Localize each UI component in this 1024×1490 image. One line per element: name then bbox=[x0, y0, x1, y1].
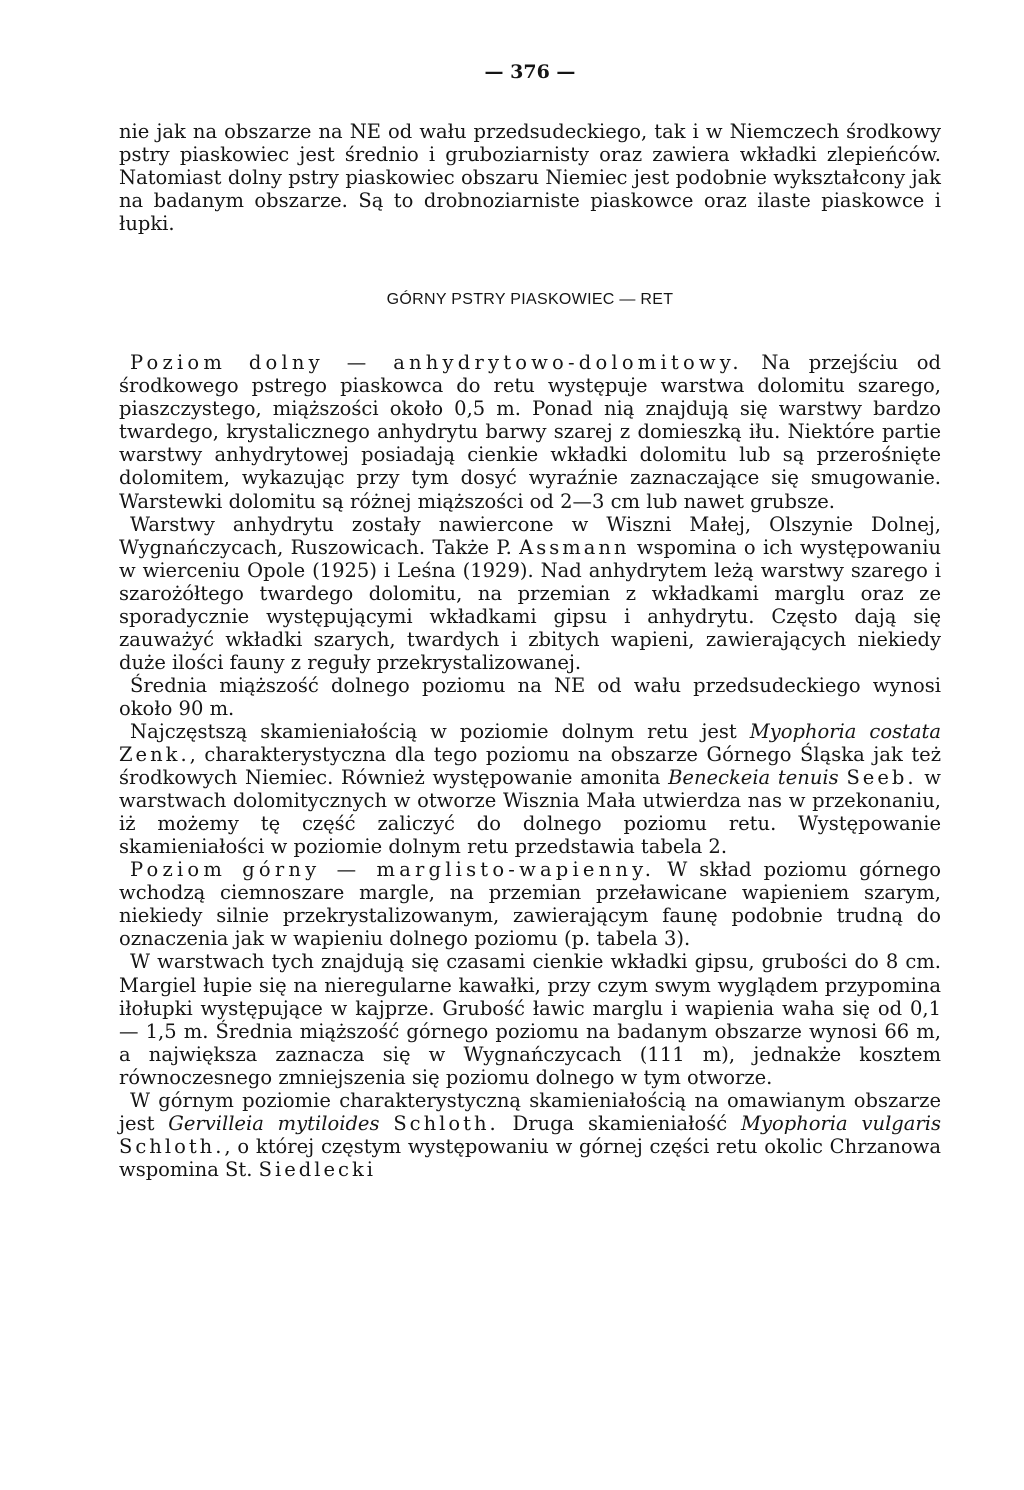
author-name: Schloth. bbox=[119, 1134, 225, 1158]
species-name: Myophoria costata bbox=[749, 719, 941, 743]
paragraph-text: Warstwy anhydrytu zostały nawiercone w Wiszni Małej, Olszynie Dolnej, Wygnańczycach, Ruszowicach. Także P. bbox=[119, 512, 941, 559]
species-name: Myophoria vulgaris bbox=[740, 1111, 941, 1135]
paragraph-text: W skład poziomu górnego wchodzą ciemnoszare margle, na przemian przeławicane wapieniem szarym, niekiedy silnie przekrystalizowanym, zawierającym faunę podobnie trudną do oznaczenia jak w wapieniu dolnego poziomu (p. tabela 3). bbox=[119, 858, 941, 951]
author-name: Schloth. bbox=[393, 1111, 499, 1135]
subsection-title-lower: Poziom dolny — anhydrytowo-dolomitowy. bbox=[130, 351, 743, 375]
paragraph-text: , charakterystyczna dla tego poziomu na obszarze Górnego Śląska jak też środkowych Niemiec. Również występowanie amonita bbox=[119, 743, 941, 790]
species-name: Gervilleia mytiloides bbox=[168, 1111, 380, 1135]
paragraph-text: W górnym poziomie charakterystyczną skamieniałością na omawianym obszarze jest bbox=[119, 1088, 941, 1135]
author-name: Seeb. bbox=[846, 766, 917, 790]
paragraph-lower-level bbox=[119, 351, 941, 512]
author-name: Siedlecki bbox=[258, 1157, 376, 1181]
paragraph-text: w warstwach dolomitycznych w otworze Wisznia Mała utwierdza nas w przekonaniu, iż możemy tę część zaliczyć do dolnego poziomu retu. Występowanie skamieniałości w poziomie dolnym retu przedstawia tabela 2. bbox=[119, 766, 942, 859]
section-heading: GÓRNY PSTRY PIASKOWIEC — RET bbox=[386, 291, 674, 309]
paragraph-anhydrite bbox=[119, 513, 941, 674]
page-number: — 376 — bbox=[484, 61, 576, 83]
paragraph-upper-level bbox=[119, 858, 941, 950]
paragraph-text: Druga skamieniałość bbox=[498, 1111, 741, 1135]
paragraph-fossils-upper bbox=[119, 1089, 941, 1181]
species-name: Beneckeia tenuis bbox=[668, 766, 839, 790]
paragraph-text: , o której częstym występowaniu w górnej części retu okolic Chrzanowa wspomina St. bbox=[119, 1134, 941, 1181]
intro-paragraph: nie jak na obszarze na NE od wału przedsudeckiego, tak i w Niemczech środkowy pstry piaskowiec jest średnio i gruboziarnisty oraz zawiera wkładki zlepieńców. Natomiast dolny pstry piaskowiec obszaru Niemiec jest podobnie wykształcony jak na badanym obszarze. Są to drobnoziarniste piaskowce oraz ilaste piaskowce i łupki. bbox=[119, 120, 941, 236]
paragraph-text: wspomina o ich występowaniu w wierceniu Opole (1925) i Leśna (1929). Nad anhydrytem leżą warstwy szarego i szarożółtego twardego dolomitu, na przemian z wkładkami marglu oraz ze sporadycznie występującymi wkładkami gipsu i anhydrytu. Często dają się zauważyć wkładki szarych, twardych i zbitych wapieni, zawierających niekiedy duże ilości fauny z reguły przekrystalizowanej. bbox=[119, 535, 941, 674]
author-name: Assmann bbox=[519, 535, 630, 559]
paragraph-fossils-lower bbox=[119, 720, 941, 858]
author-name: Zenk. bbox=[119, 743, 190, 767]
subsection-title-upper: Poziom górny — marglisto-wapienny. bbox=[130, 858, 656, 882]
paragraph-gypsum: W warstwach tych znajdują się czasami cienkie wkładki gipsu, grubości do 8 cm. Margiel łupie się na nieregularne kawałki, przy czym swym wyglądem przypomina iłołupki występujące w kajprze. Grubość ławic marglu i wapienia waha się od 0,1 — 1,5 m. Średnia miąższość górnego poziomu na badanym obszarze wynosi 66 m, a największa zaznacza się w Wygnańczycach (111 m), jednakże kosztem równoczesnego zmniejszenia się poziomu dolnego w tym otworze. bbox=[119, 950, 941, 1089]
paragraph-text: Na przejściu od środkowego pstrego piaskowca do retu występuje warstwa dolomitu szarego, piaszczystego, miąższości około 0,5 m. Ponad nią znajdują się warstwy bardzo twardego, krystalicznego anhydrytu barwy szarej z domieszką iłu. Niektóre partie warstwy anhydrytowej posiadają cienkie wkładki dolomitu lub są przerośnięte dolomitem, wykazując przy tym dosyć wyraźnie zaznaczające się smugowanie. Warstewki dolomitu są różnej miąższości od 2—3 cm lub nawet grubsze. bbox=[119, 351, 941, 513]
document-page bbox=[119, 60, 941, 1181]
paragraph-text: Najczęstszą skamieniałością w poziomie dolnym retu jest bbox=[130, 719, 750, 743]
paragraph-thickness: Średnia miąższość dolnego poziomu na NE od wału przedsudeckiego wynosi około 90 m. bbox=[119, 673, 941, 720]
